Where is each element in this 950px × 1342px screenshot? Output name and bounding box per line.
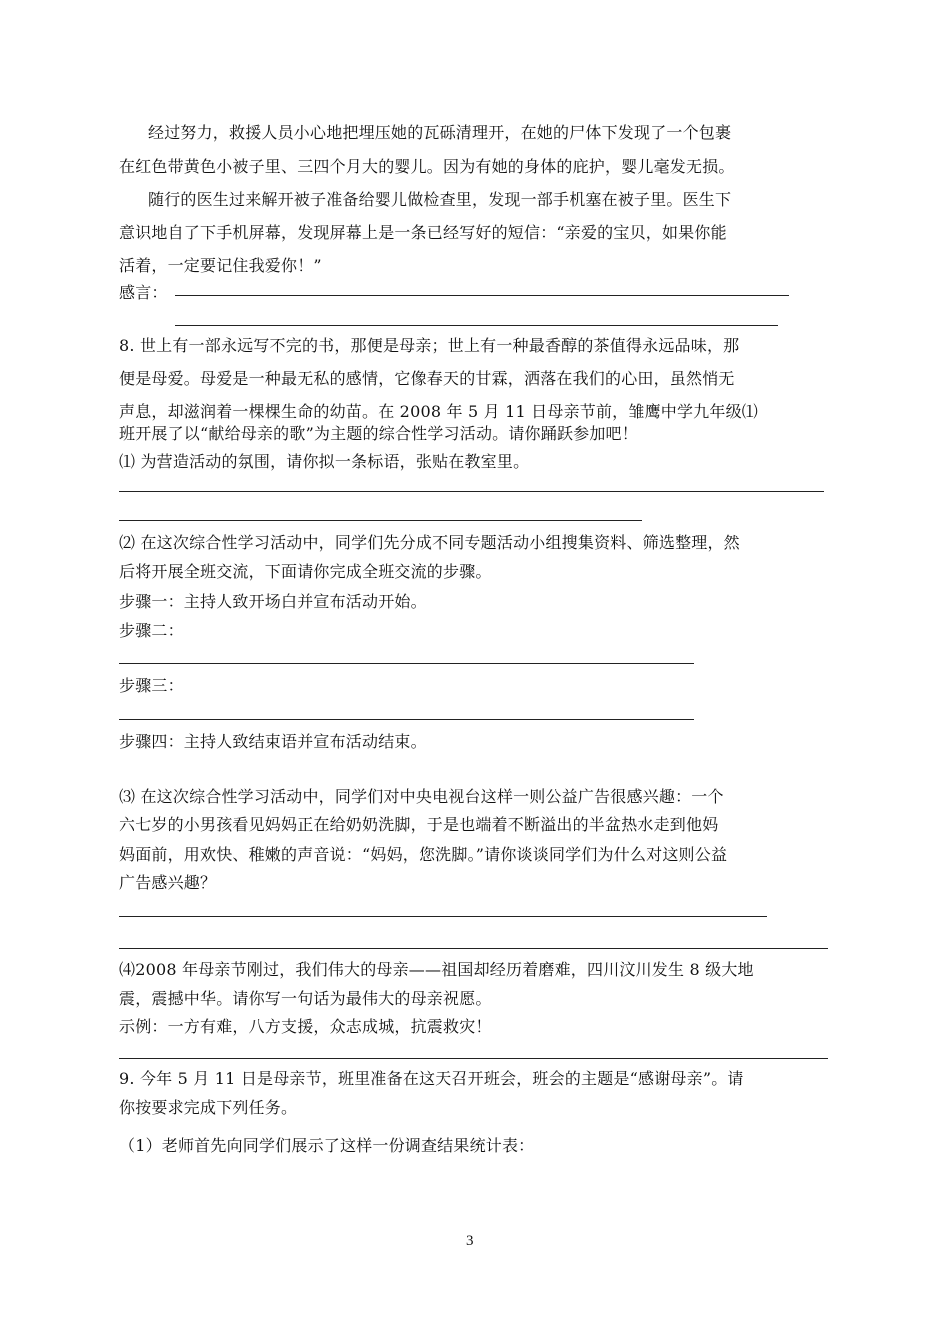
- subquestion-3-line: 六七岁的小男孩看见妈妈正在给奶奶洗脚，于是也端着不断溢出的半盆热水走到他妈: [119, 815, 719, 834]
- question-9-subquestion-1: （1）老师首先向同学们展示了这样一份调查结果统计表：: [119, 1136, 535, 1155]
- subquestion-2-line: 后将开展全班交流，下面请你完成全班交流的步骤。: [119, 562, 492, 581]
- passage-line: 随行的医生过来解开被子准备给婴儿做检查里，发现一部手机塞在被子里。医生下: [148, 190, 732, 209]
- question-9-line: 9. 今年 5 月 11 日是母亲节，班里准备在这天召开班会，班会的主题是“感谢母亲”。请: [119, 1069, 744, 1088]
- page-number: 3: [466, 1233, 474, 1249]
- answer-line[interactable]: [175, 325, 778, 326]
- subquestion-3-line: 广告感兴趣？: [119, 873, 217, 892]
- ganyan-label: 感言：: [119, 283, 168, 302]
- passage-line: 活着，一定要记住我爱你！”: [119, 256, 322, 275]
- answer-line[interactable]: [119, 520, 642, 521]
- answer-line[interactable]: [175, 295, 789, 296]
- answer-line[interactable]: [119, 663, 694, 664]
- answer-line[interactable]: [119, 1058, 828, 1059]
- subquestion-1: ⑴ 为营造活动的氛围，请你拟一条标语，张贴在教室里。: [119, 452, 530, 471]
- step-3-label: 步骤三：: [119, 676, 184, 695]
- subquestion-4-line: ⑷2008 年母亲节刚过，我们伟大的母亲——祖国却经历着磨难，四川汶川发生 8 级大地: [119, 960, 754, 979]
- question-8-line: 声息，却滋润着一棵棵生命的幼苗。在 2008 年 5 月 11 日母亲节前，雏鹰中学九年级⑴: [119, 402, 758, 421]
- subquestion-4-line: 震，震撼中华。请你写一句话为最伟大的母亲祝愿。: [119, 989, 492, 1008]
- subquestion-3-line: ⑶ 在这次综合性学习活动中，同学们对中央电视台这样一则公益广告很感兴趣：一个: [119, 787, 724, 806]
- step-4: 步骤四：主持人致结束语并宣布活动结束。: [119, 732, 427, 751]
- answer-line[interactable]: [119, 491, 824, 492]
- passage-line: 在红色带黄色小被子里、三四个月大的婴儿。因为有她的身体的庇护，婴儿毫发无损。: [119, 157, 735, 176]
- question-9-line: 你按要求完成下列任务。: [119, 1098, 298, 1117]
- answer-line[interactable]: [119, 948, 828, 949]
- passage-line: 意识地自了下手机屏幕，发现屏幕上是一条已经写好的短信：“亲爱的宝贝，如果你能: [119, 223, 727, 242]
- example-text: 示例：一方有难，八方支援，众志成城，抗震救灾！: [119, 1017, 492, 1036]
- question-8-line: 班开展了以“献给母亲的歌”为主题的综合性学习活动。请你踊跃参加吧！: [119, 424, 638, 443]
- step-1: 步骤一：主持人致开场白并宣布活动开始。: [119, 592, 427, 611]
- answer-line[interactable]: [119, 719, 694, 720]
- step-2-label: 步骤二：: [119, 621, 184, 640]
- answer-line[interactable]: [119, 916, 767, 917]
- passage-line: 经过努力，救援人员小心地把埋压她的瓦砾清理开，在她的尸体下发现了一个包裹: [148, 123, 732, 142]
- question-8-line: 便是母爱。母爱是一种最无私的感情，它像春天的甘霖，洒落在我们的心田，虽然悄无: [119, 369, 735, 388]
- question-8-line: 8. 世上有一部永远写不完的书，那便是母亲；世上有一种最香醇的茶值得永远品味，那: [119, 336, 740, 355]
- subquestion-3-line: 妈面前，用欢快、稚嫩的声音说：“妈妈，您洗脚。”请你谈谈同学们为什么对这则公益: [119, 845, 728, 864]
- subquestion-2-line: ⑵ 在这次综合性学习活动中，同学们先分成不同专题活动小组搜集资料、筛选整理，然: [119, 533, 740, 552]
